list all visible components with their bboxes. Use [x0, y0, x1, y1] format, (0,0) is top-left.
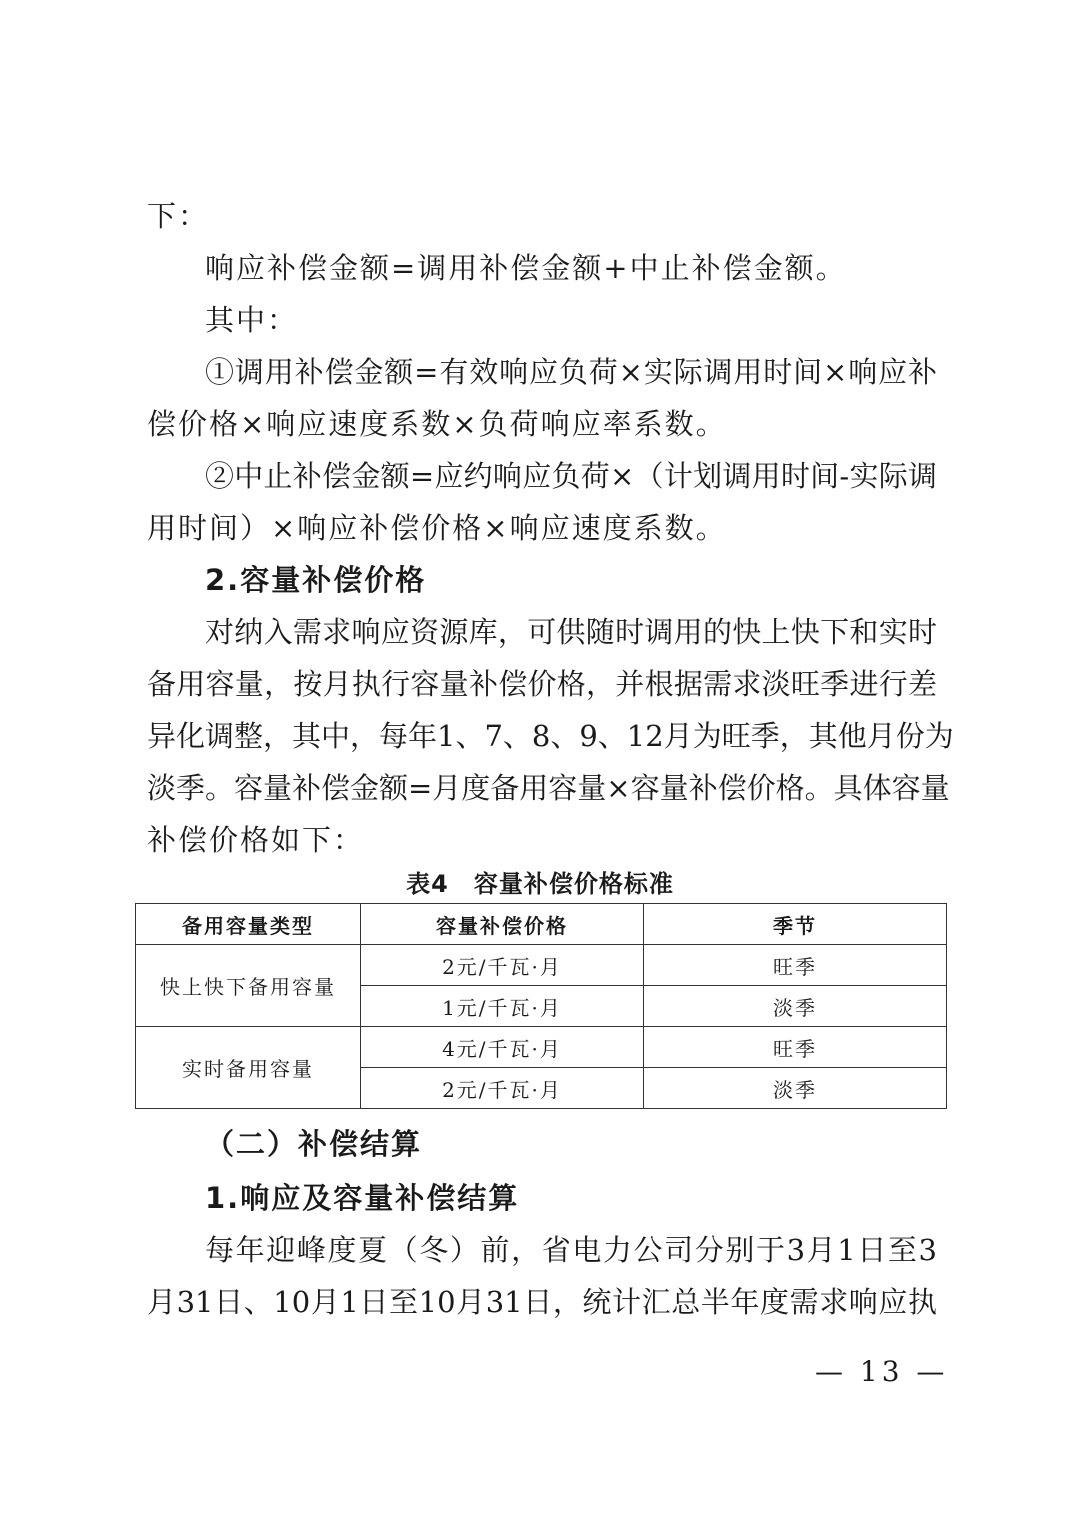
price-cell: 2元/千瓦·月: [361, 945, 644, 986]
price-cell: 4元/千瓦·月: [361, 1027, 644, 1068]
header-season: 季节: [644, 904, 947, 945]
table-caption: 表4 容量补偿价格标准: [406, 870, 674, 898]
table-header-row: [136, 904, 947, 945]
formula-response-compensation: 响应补偿金额=调用补偿金额+中止补偿金额。: [205, 251, 847, 285]
formula-call-compensation-cont: 偿价格×响应速度系数×负荷响应率系数。: [147, 407, 727, 441]
header-compensation-price: 容量补偿价格: [361, 904, 644, 945]
formula-termination-compensation: ②中止补偿金额=应约响应负荷×（计划调用时间-实际调: [205, 459, 937, 493]
section-heading-capacity-price: 2.容量补偿价格: [205, 563, 427, 597]
section-heading-settlement: （二）补偿结算: [205, 1127, 423, 1161]
season-cell: 淡季: [644, 986, 947, 1027]
capacity-price-table: [135, 903, 947, 1109]
price-cell: 1元/千瓦·月: [361, 986, 644, 1027]
paragraph-line: 对纳入需求响应资源库，可供随时调用的快上快下和实时: [205, 615, 937, 649]
table-row: [136, 1027, 947, 1068]
formula-termination-compensation-cont: 用时间）×响应补偿价格×响应速度系数。: [147, 511, 727, 545]
page-number: — 13 —: [815, 1355, 949, 1388]
paragraph-line: 备用容量，按月执行容量补偿价格，并根据需求淡旺季进行差: [147, 667, 937, 701]
paragraph-line: 其中：: [205, 303, 299, 337]
price-cell: 2元/千瓦·月: [361, 1068, 644, 1109]
paragraph-line: 补偿价格如下：: [147, 823, 365, 857]
season-cell: 旺季: [644, 945, 947, 986]
season-cell: 淡季: [644, 1068, 947, 1109]
season-cell: 旺季: [644, 1027, 947, 1068]
table-row: [136, 945, 947, 986]
header-reserve-type: 备用容量类型: [136, 904, 361, 945]
formula-call-compensation: ①调用补偿金额=有效响应负荷×实际调用时间×响应补: [205, 355, 937, 389]
paragraph-line: 月31日、10月1日至10月31日，统计汇总半年度需求响应执: [147, 1285, 937, 1319]
paragraph-line: 淡季。容量补偿金额=月度备用容量×容量补偿价格。具体容量: [147, 771, 950, 805]
paragraph-line: 异化调整，其中，每年1、7、8、9、12月为旺季，其他月份为: [147, 719, 954, 753]
subsection-heading-settlement: 1.响应及容量补偿结算: [205, 1181, 520, 1215]
paragraph-line: 每年迎峰度夏（冬）前，省电力公司分别于3月1日至3: [205, 1233, 937, 1267]
reserve-type-cell: 快上快下备用容量: [136, 945, 361, 1027]
reserve-type-cell: 实时备用容量: [136, 1027, 361, 1109]
paragraph-line: 下：: [147, 199, 210, 233]
